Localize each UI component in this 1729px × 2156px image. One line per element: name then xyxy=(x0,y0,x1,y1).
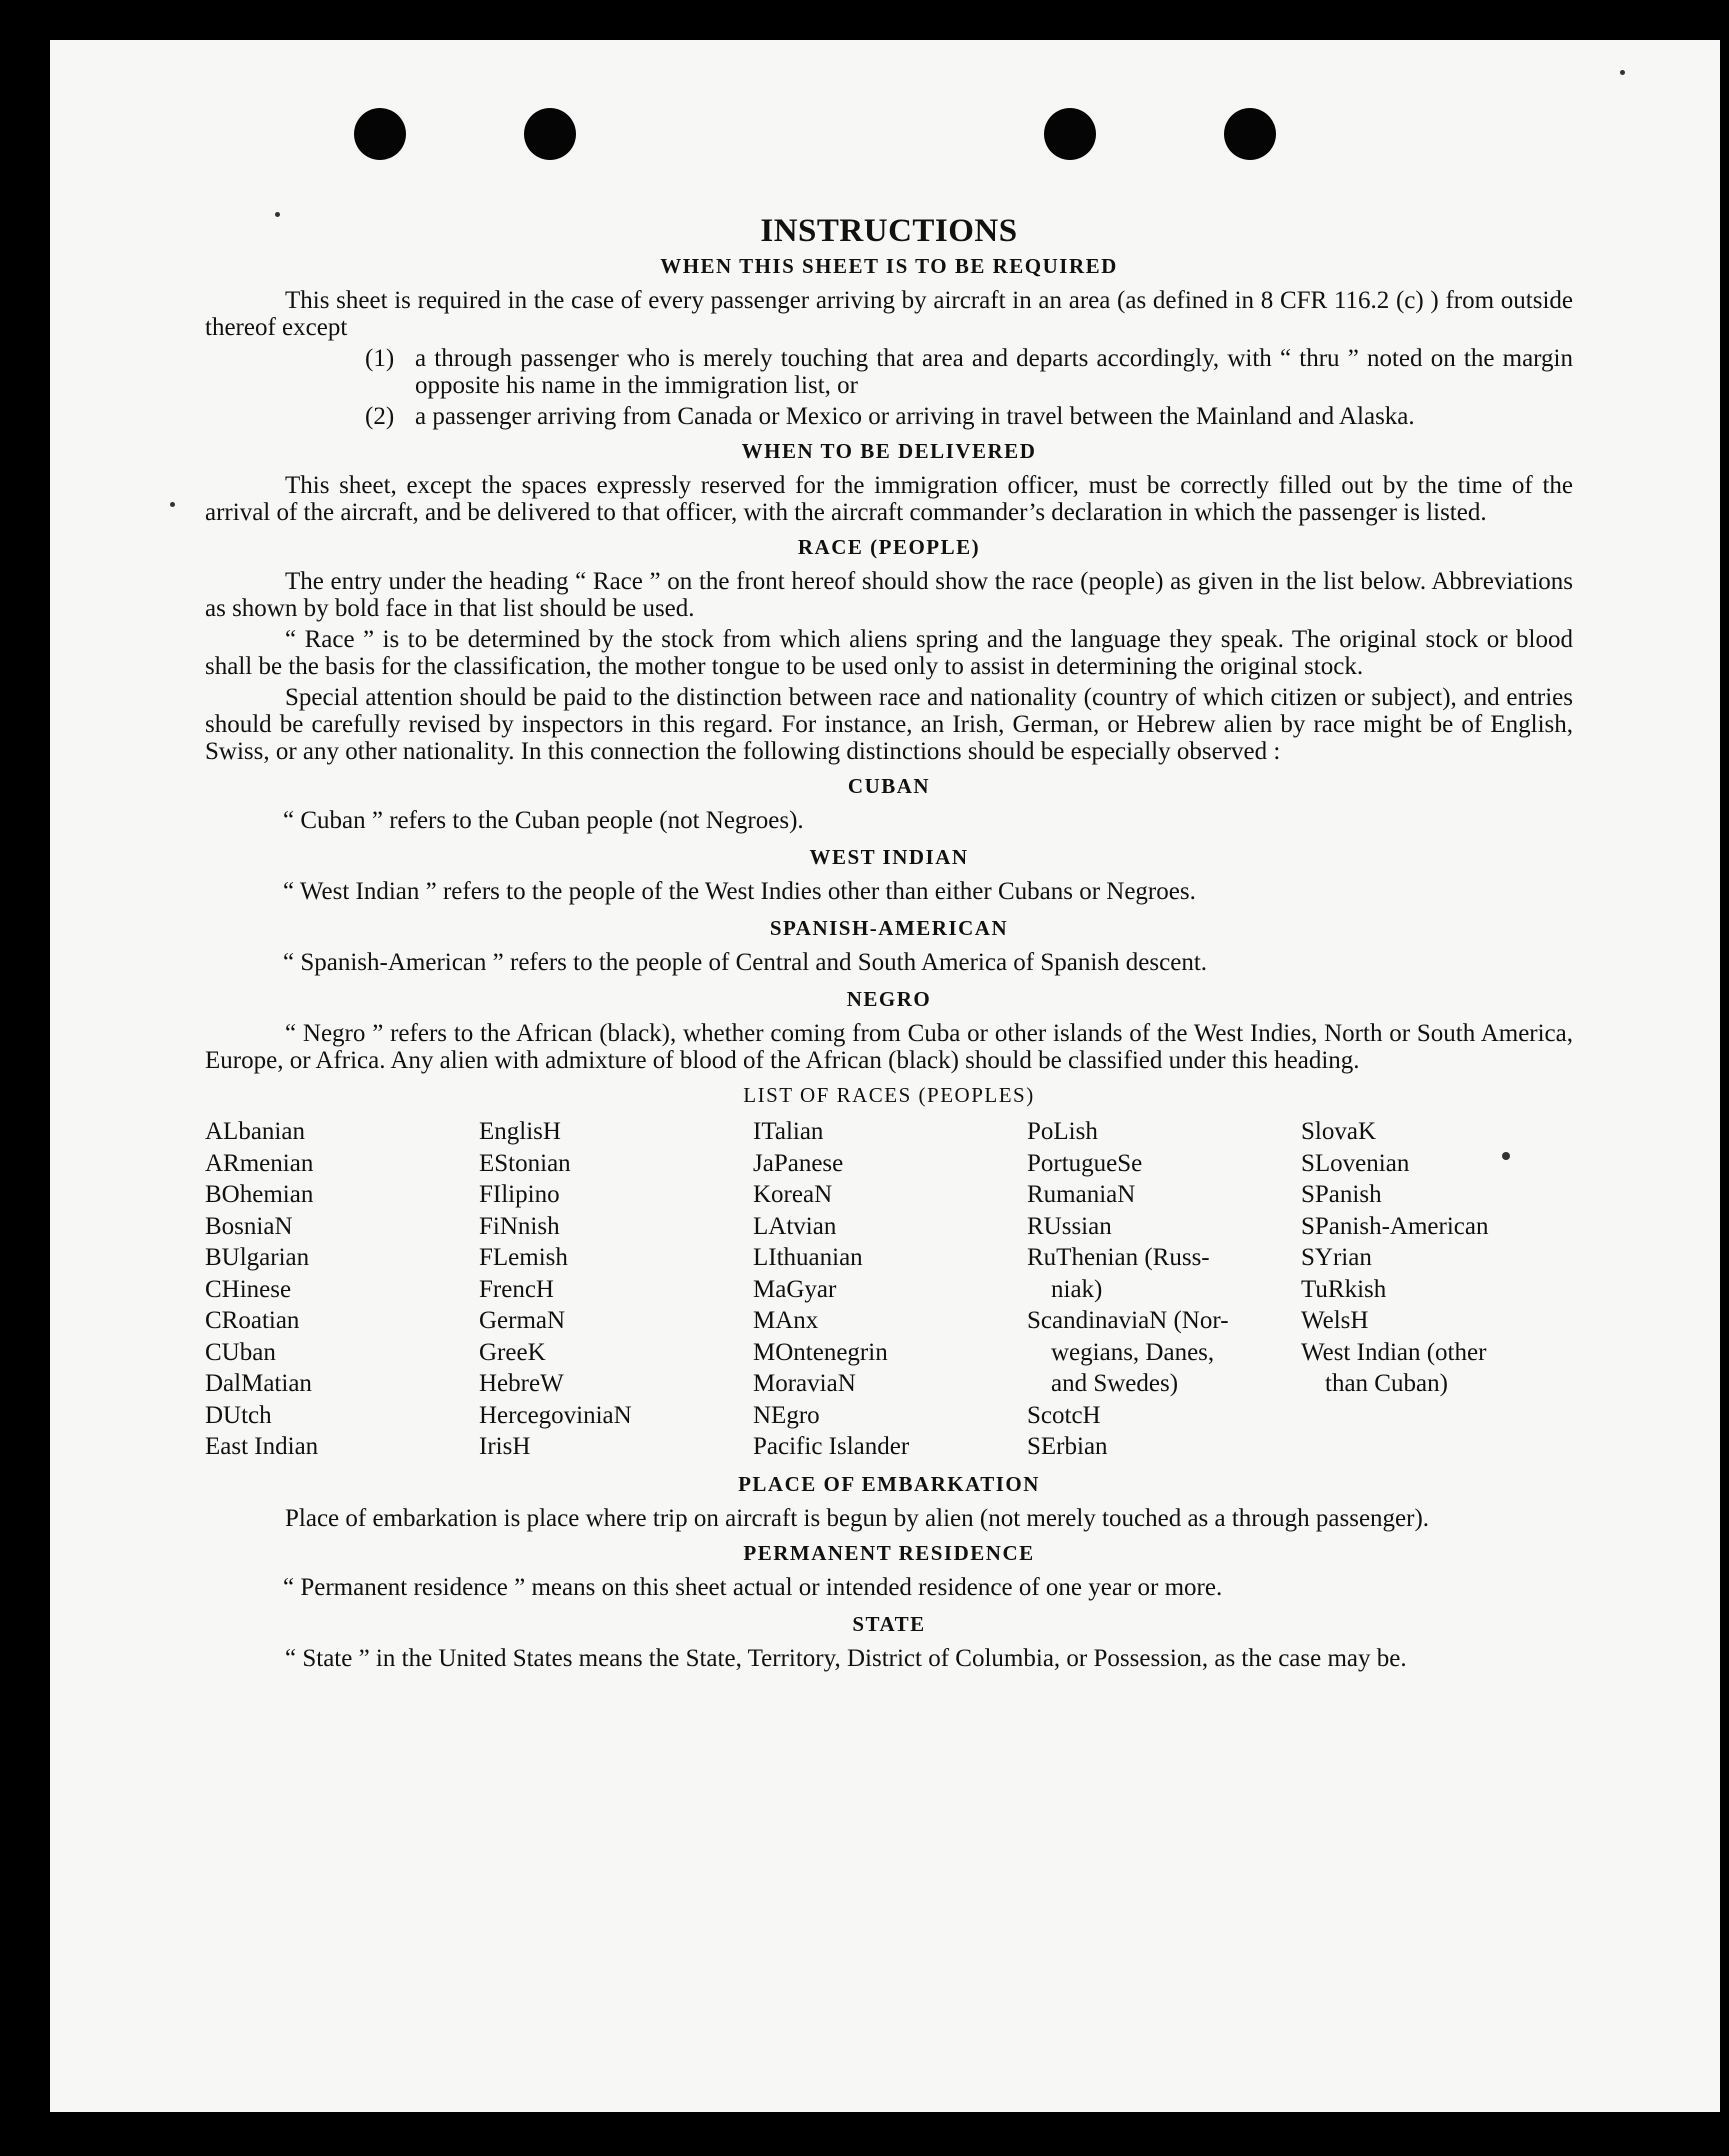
race-entry: CHinese xyxy=(205,1275,292,1303)
list-item xyxy=(365,403,1573,430)
race-entry: than Cuban) xyxy=(1325,1370,1448,1397)
race-entry: IrisH xyxy=(479,1433,531,1460)
item-number: (1) xyxy=(365,345,395,372)
race-entry: KoreaN xyxy=(753,1181,833,1208)
race-entry: East Indian xyxy=(205,1433,319,1460)
section-heading: WEST INDIAN xyxy=(809,845,969,869)
race-entry: FLemish xyxy=(479,1244,568,1271)
race-entry: BUlgarian xyxy=(205,1244,310,1271)
race-entry: RumaniaN xyxy=(1027,1181,1136,1208)
race-column xyxy=(1027,1116,1301,1463)
race-entry: and Swedes) xyxy=(1051,1370,1179,1397)
race-entry: FiNnish xyxy=(479,1212,560,1240)
section-paragraph: “ Cuban ” refers to the Cuban people (not Negroes). xyxy=(283,807,804,834)
section-heading: PERMANENT RESIDENCE xyxy=(743,1540,1035,1565)
race-entry: TuRkish xyxy=(1301,1275,1387,1303)
speck xyxy=(170,502,175,507)
speck xyxy=(1620,70,1625,75)
item-text: a passenger arriving from Canada or Mexico or arriving in travel between the Mainland and Alaska. xyxy=(415,403,1415,430)
punch-hole xyxy=(1044,108,1096,160)
race-entry: ITalian xyxy=(753,1118,824,1145)
race-entry: LAtvian xyxy=(753,1212,837,1240)
race-entry: NEgro xyxy=(753,1401,820,1429)
section-heading: PLACE OF EMBARKATION xyxy=(738,1471,1040,1496)
list-item xyxy=(365,345,1573,399)
race-entry: West Indian (other xyxy=(1301,1338,1487,1366)
item-text: a through passenger who is merely touching that area and departs accordingly, with “ thru ” noted on the margin opposite his name in the immigration list, or xyxy=(415,345,1573,399)
race-entry: SPanish xyxy=(1301,1181,1382,1208)
race-list xyxy=(205,1116,1573,1463)
race-entry: PoLish xyxy=(1027,1118,1098,1145)
race-column xyxy=(1301,1116,1573,1463)
race-entry: DalMatian xyxy=(205,1370,312,1397)
race-entry: CRoatian xyxy=(205,1307,300,1334)
race-column xyxy=(205,1116,479,1463)
punch-hole xyxy=(524,108,576,160)
race-entry: MaGyar xyxy=(753,1275,837,1303)
race-entry: BosniaN xyxy=(205,1212,293,1240)
race-entry: SlovaK xyxy=(1301,1118,1376,1145)
race-entry: HebreW xyxy=(479,1370,564,1397)
section-paragraph: “ State ” in the United States means the State, Territory, District of Columbia, or Possession, as the case may be. xyxy=(285,1644,1407,1672)
section-heading: STATE xyxy=(852,1611,926,1636)
race-entry: SLovenian xyxy=(1301,1149,1410,1177)
race-entry: MoraviaN xyxy=(753,1370,856,1397)
race-entry: GermaN xyxy=(479,1307,566,1334)
races-heading: LIST OF RACES (PEOPLES) xyxy=(743,1083,1035,1107)
punch-hole xyxy=(354,108,406,160)
race-column xyxy=(753,1116,1027,1463)
race-entry: ScandinaviaN (Nor- xyxy=(1027,1307,1229,1334)
race-entry: MOntenegrin xyxy=(753,1338,888,1366)
race-entry: Pacific Islander xyxy=(753,1433,910,1460)
page-title: INSTRUCTIONS xyxy=(760,213,1018,249)
race-entry: ALbanian xyxy=(205,1118,305,1145)
race-entry: SErbian xyxy=(1027,1433,1108,1460)
section-paragraph: Special attention should be paid to the distinction between race and nationality (country of which citizen or subject), and entries should be carefully revised by inspectors in this regard. For instance, an Irish, German, or Hebrew alien by race might be of English, Swiss, or any other nationality. In this connection the following distinctions should be especially observed : xyxy=(205,684,1573,765)
section-paragraph: Place of embarkation is place where trip on aircraft is begun by alien (not merely touched as a through passenger). xyxy=(285,1504,1430,1532)
section-heading: NEGRO xyxy=(846,987,932,1011)
section-paragraph: “ Spanish-American ” refers to the people of Central and South America of Spanish descent. xyxy=(283,949,1208,976)
section-paragraph: “ Permanent residence ” means on this sheet actual or intended residence of one year or more. xyxy=(283,1573,1223,1601)
race-entry: niak) xyxy=(1051,1275,1103,1303)
race-entry: BOhemian xyxy=(205,1181,314,1208)
item-number: (2) xyxy=(365,403,395,430)
section-paragraph: “ Race ” is to be determined by the stock from which aliens spring and the language they speak. The original stock or blood shall be the basis for the classification, the mother tongue to be used only to assist in determining the original stock. xyxy=(205,626,1573,680)
section-heading: SPANISH-AMERICAN xyxy=(769,916,1009,940)
race-entry: JaPanese xyxy=(753,1149,844,1177)
race-entry: PortugueSe xyxy=(1027,1149,1143,1177)
race-entry: FrencH xyxy=(479,1275,554,1303)
section-paragraph: The entry under the heading “ Race ” on the front hereof should show the race (people) as given in the list below. Abbreviations as shown by bold face in that list should be used. xyxy=(205,568,1573,622)
document-page xyxy=(50,40,1720,2112)
section-heading: CUBAN xyxy=(847,774,931,798)
section-heading: RACE (PEOPLE) xyxy=(797,535,981,559)
section-paragraph: “ Negro ” refers to the African (black), whether coming from Cuba or other islands of the West Indies, North or South America, Europe, or Africa. Any alien with admixture of blood of the African (black) should be classified under this heading. xyxy=(205,1020,1573,1074)
section-heading: WHEN TO BE DELIVERED xyxy=(741,439,1037,463)
race-entry: FIlipino xyxy=(479,1181,560,1208)
section-paragraph: This sheet, except the spaces expressly reserved for the immigration officer, must be correctly filled out by the time of the arrival of the aircraft, and be delivered to that officer, with the aircraft commander’s declaration in which the passenger is listed. xyxy=(205,472,1573,526)
section-paragraph: “ West Indian ” refers to the people of the West Indies other than either Cubans or Negroes. xyxy=(283,878,1196,905)
race-entry: wegians, Danes, xyxy=(1051,1338,1215,1366)
punch-hole xyxy=(1224,108,1276,160)
race-entry: SPanish-American xyxy=(1301,1212,1489,1240)
race-entry: EStonian xyxy=(479,1149,571,1177)
race-entry: ARmenian xyxy=(205,1149,314,1177)
race-entry: RuThenian (Russ- xyxy=(1027,1244,1210,1271)
race-entry: RUssian xyxy=(1027,1212,1112,1240)
race-entry: EnglisH xyxy=(479,1118,561,1145)
race-entry: MAnx xyxy=(753,1307,819,1334)
race-entry: DUtch xyxy=(205,1401,272,1429)
race-entry: CUban xyxy=(205,1338,276,1366)
race-entry: SYrian xyxy=(1301,1244,1372,1271)
race-entry: LIthuanian xyxy=(753,1244,863,1271)
race-entry: HercegoviniaN xyxy=(479,1401,632,1429)
section-heading: WHEN THIS SHEET IS TO BE REQUIRED xyxy=(660,254,1118,278)
instructions-body xyxy=(205,208,1573,1676)
race-entry: GreeK xyxy=(479,1338,546,1366)
race-entry: ScotcH xyxy=(1027,1401,1101,1429)
race-entry: WelsH xyxy=(1301,1307,1369,1334)
section-paragraph: This sheet is required in the case of every passenger arriving by aircraft in an area (as defined in 8 CFR 116.2 (c) ) from outside thereof except xyxy=(205,287,1573,341)
race-column xyxy=(479,1116,753,1463)
